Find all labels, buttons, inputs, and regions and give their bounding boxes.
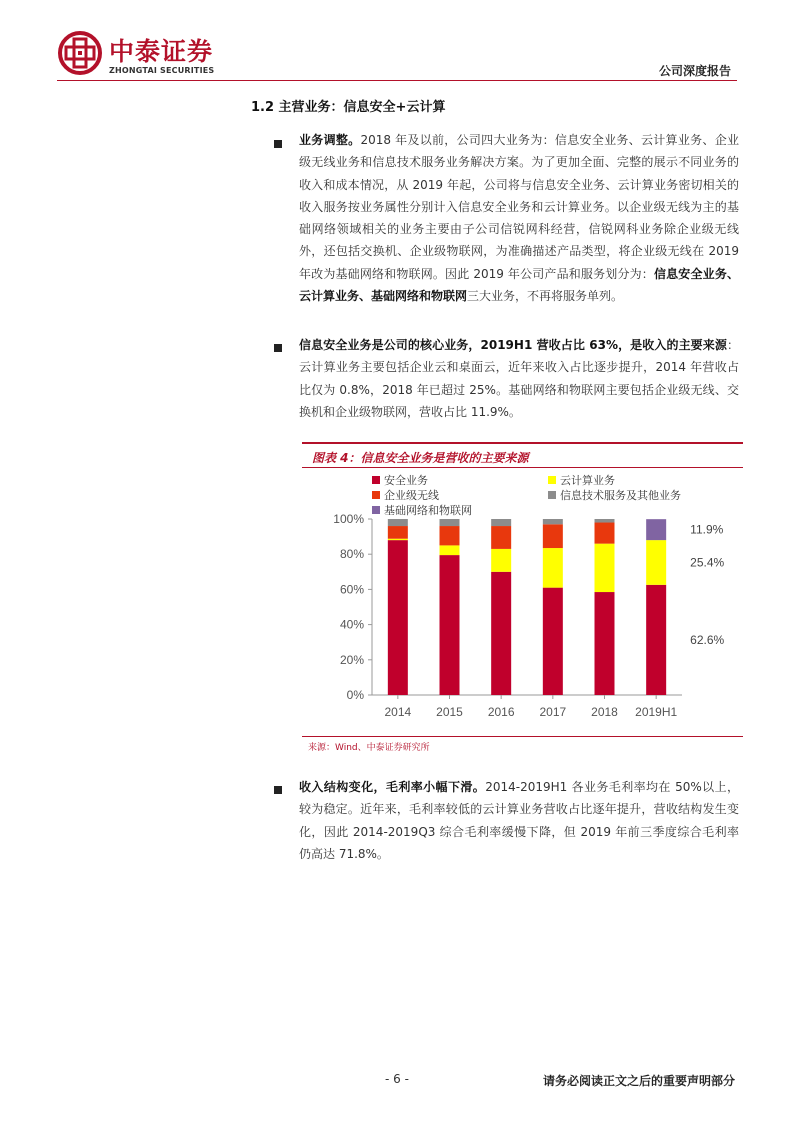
x-tick-label: 2015 — [436, 705, 463, 719]
bar-segment — [595, 519, 615, 523]
figure-top-rule — [302, 442, 743, 444]
paragraph-business-adjustment — [299, 129, 739, 307]
data-label: 25.4% — [690, 555, 725, 570]
legend-item — [372, 472, 428, 488]
legend-item — [548, 472, 615, 488]
bar-segment — [595, 544, 615, 592]
paragraph-emphasis: 信息安全业务、云计算业务、基础网络和物联网 — [299, 266, 739, 304]
paragraph-lead: 收入结构变化，毛利率小幅下滑。 — [299, 780, 486, 794]
bar-segment — [646, 585, 666, 695]
bar-segment — [440, 555, 460, 695]
y-tick-label: 60% — [339, 582, 364, 597]
x-tick-label: 2018 — [591, 705, 618, 719]
legend-label: 基础网络和物联网 — [384, 504, 472, 517]
y-tick-label: 0% — [346, 688, 364, 702]
bar-segment — [440, 545, 460, 555]
bar-segment — [543, 548, 563, 588]
paragraph-core-business — [299, 334, 739, 423]
page-number: - 6 - — [385, 1072, 409, 1086]
bar-segment — [388, 539, 408, 540]
y-tick-label: 40% — [339, 617, 364, 632]
data-label: 62.6% — [690, 632, 725, 647]
bar-segment — [543, 524, 563, 548]
footer-disclaimer: 请务必阅读正文之后的重要声明部分 — [542, 1074, 735, 1088]
bar-segment — [440, 519, 460, 526]
bar-segment — [646, 540, 666, 585]
legend-item — [372, 487, 439, 503]
company-name-en: ZHONGTAI SECURITIES — [109, 66, 215, 75]
bar-segment — [491, 572, 511, 695]
company-name-cn: 中泰证券 — [109, 37, 214, 66]
bar-segment — [543, 519, 563, 524]
legend-label: 信息技术服务及其他业务 — [560, 489, 681, 502]
paragraph-text: 2018 年及以前，公司四大业务为：信息安全业务、云计算业务、企业级无线业务和信息技术服务业务解决方案。为了更加全面、完整的展示不同业务的收入和成本情况，从 2019 年起，公司将与信息安全业务、云计算业务密切相关的收入服务按业务属性分别计入信息安全业务和云计算业务。以企业级无线为主的基础网络领域相关的业务主要由子公司信锐网科经营，信锐网科业务除企业级无线外，还包括交换机、企业级物联网，为准确描述产品类型，将企业级无线在 2019 年改为基础网络和物联网。因此 2019 年公司产品和服务划分为： — [299, 133, 739, 281]
legend-swatch — [372, 476, 380, 484]
bullet-icon — [274, 786, 282, 794]
data-label: 11.9% — [690, 522, 724, 537]
report-type: 公司深度报告 — [658, 64, 731, 78]
x-tick-label: 2014 — [384, 705, 412, 719]
x-tick-label: 2016 — [487, 705, 515, 719]
header-divider — [57, 80, 737, 81]
paragraph-lead: 信息安全业务是公司的核心业务，2019H1 营收占比 63%，是收入的主要来源 — [299, 338, 727, 352]
bar-segment — [388, 519, 408, 526]
y-tick-label: 100% — [333, 512, 364, 526]
bar-segment — [491, 519, 511, 526]
bar-segment — [388, 526, 408, 539]
figure-title-rule — [302, 467, 743, 468]
legend-item — [548, 487, 681, 503]
legend-swatch — [548, 491, 556, 499]
section-title: 1.2 主营业务：信息安全+云计算 — [251, 100, 446, 115]
legend-swatch — [548, 476, 556, 484]
bar-segment — [646, 519, 666, 540]
bar-segment — [491, 526, 511, 549]
bar-segment — [543, 588, 563, 695]
zhongtai-logo-icon — [57, 30, 103, 76]
paragraph-text: 2014-2019H1 各业务毛利率均在 50%以上，较为稳定。近年来，毛利率较低的云计算业务营收占比逐年提升，营收结构发生变化，因此 2014-2019Q3 综合毛利率缓慢下降，但 2019 年前三季度综合毛利率仍高达 71.8%。 — [299, 780, 739, 861]
paragraph-text: ：云计算业务主要包括企业云和桌面云，近年来收入占比逐步提升，2014 年营收占比仅为 0.8%，2018 年已超过 25%。基础网络和物联网主要包括企业级无线、交换机和企业级物联网，营收占比 11.9%。 — [299, 338, 739, 419]
bar-segment — [440, 526, 460, 545]
figure-source: 来源：Wind、中泰证券研究所 — [308, 743, 430, 753]
company-logo — [57, 30, 257, 80]
y-tick-label: 80% — [339, 547, 364, 562]
bar-segment — [595, 523, 615, 544]
legend-label: 云计算业务 — [560, 474, 615, 487]
x-tick-label: 2019H1 — [635, 705, 678, 719]
bar-segment — [491, 549, 511, 572]
paragraph-lead: 业务调整。 — [299, 133, 361, 147]
paragraph-margin-change — [299, 776, 739, 865]
legend-label: 企业级无线 — [384, 489, 439, 502]
stacked-bar-chart — [302, 505, 743, 730]
figure-title: 图表 4：信息安全业务是营收的主要来源 — [312, 451, 529, 465]
bullet-icon — [274, 344, 282, 352]
paragraph-text: 三大业务，不再将服务单列。 — [467, 289, 624, 304]
bullet-icon — [274, 140, 282, 148]
figure-bottom-rule — [302, 736, 743, 737]
y-tick-label: 20% — [339, 652, 364, 667]
bar-segment — [595, 592, 615, 695]
legend-label: 安全业务 — [384, 474, 428, 487]
x-tick-label: 2017 — [539, 705, 567, 719]
bar-segment — [388, 540, 408, 695]
legend-swatch — [372, 491, 380, 499]
